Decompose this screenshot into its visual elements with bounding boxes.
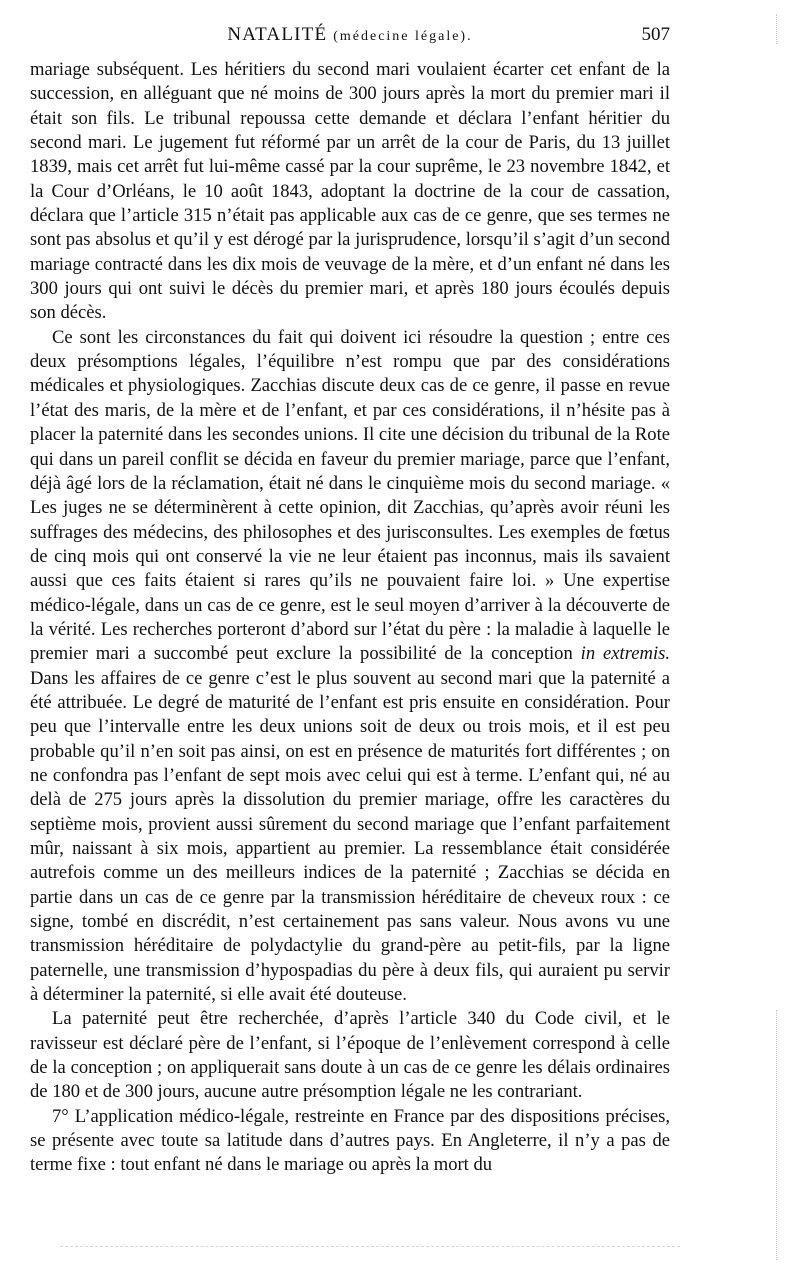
margin-dots-top [776,14,781,44]
paragraph-text: La paternité peut être recherchée, d’après l’article 340 du Code civil, et le ravisseur est déclaré père de l’enfant, si l’époque de l’enlèvement correspond à celle de la conception ; on appliquerait sans doute à un cas de ce genre les délais ordinaires de 180 et de 300 jours, aucune autre présomption légale ne les contrariant. [30,1008,670,1103]
paragraph [30,58,670,326]
paragraph [30,326,670,1008]
running-head [30,24,670,54]
paragraph [30,1007,670,1104]
chapter-title: NATALITÉ [227,24,328,45]
paragraph-text: Ce sont les circonstances du fait qui doivent ici résoudre la question ; entre ces deux présomptions légales, l’équilibre n’est rompu que par des considérations médicales et physiologiques. Zacchias discute deux cas de ce genre, il passe en revue l’état des maris, de la mère et de l’enfant, et par ces considérations, il n’hésite pas à placer la paternité dans les secondes unions. Il cite une décision du tribunal de la Rote qui dans un pareil conflit se décida en faveur du premier mariage, parce que l’enfant, déjà âgé lors de la réclamation, était né dans le cinquième mois du second mariage. « Les juges ne se déterminèrent à cette opinion, dit Zacchias, qu’après avoir réuni les suffrages des médecins, des philosophes et des jurisconsultes. Les exemples de fœtus de cinq mois qui ont conservé la vie ne leur étaient pas inconnus, mais ils savaient aussi que ces faits étaient si rares qu’ils ne pouvaient faire loi. » Une expertise médico-légale, dans un cas de ce genre, est le seul moyen d’arriver à la découverte de la vérité. Les recherches porteront d’abord sur l’état du père : la maladie à laquelle le premier mari a succombé peut exclure la possibilité de la conception [30,326,670,665]
italic-text: in extremis. [580,643,670,665]
paragraph-text: Dans les affaires de ce genre c’est le plus souvent au second mari que la paternité a été attribuée. Le degré de maturité de l’enfant est pris ensuite en considération. Pour peu que l’intervalle entre les deux unions soit de deux ou trois mois, et il est peu probable qu’il n’en soit pas ainsi, on est en présence de maturités fort différentes ; on ne confondra pas l’enfant de sept mois avec celui qui est à terme. L’enfant qui, né au delà de 275 jours après la dissolution du premier mariage, offre les caractères du septième mois, provient aussi sûrement du second mariage que l’enfant parfaitement mûr, naissant à six mois, appartient au premier. La ressemblance était considérée autrefois comme un des meilleurs indices de la paternité ; Zacchias se décida en partie dans un cas de ce genre par la transmission héréditaire de cheveux roux : ce signe, tombé en discrédit, n’est certainement pas sans valeur. Nous avons vu une transmission héréditaire de polydactylie du grand-père au petit-fils, par la ligne paternelle, une transmission d’hypospadias du père à deux fils, qui auraient pu servir à déterminer la paternité, si elle avait été douteuse. [30,667,670,1006]
footer-rule [60,1246,680,1247]
book-page [30,24,670,1178]
margin-dots-bottom [776,1010,781,1260]
running-head-title [30,24,670,46]
page-number: 507 [641,24,670,45]
body-text [30,58,670,1178]
paragraph [30,1105,670,1178]
chapter-subtitle: (médecine légale). [333,29,473,44]
paragraph-text: 7° L’application médico-légale, restreinte en France par des dispositions précises, se présente avec toute sa latitude dans d’autres pays. En Angleterre, il n’y a pas de terme fixe : tout enfant né dans le mariage ou après la mort du [30,1105,670,1176]
paragraph-text: mariage subséquent. Les héritiers du second mari voulaient écarter cet enfant de la succession, en alléguant que né moins de 300 jours après la mort du premier mari il était son fils. Le tribunal repoussa cette demande et déclara l’enfant héritier du second mari. Le jugement fut réformé par un arrêt de la cour de Paris, du 13 juillet 1839, mais cet arrêt fut lui-même cassé par la cour suprême, le 23 novembre 1842, et la Cour d’Orléans, le 10 août 1843, adoptant la doctrine de la cour de cassation, déclara que l’article 315 n’était pas applicable aux cas de ce genre, que ses termes ne sont pas absolus et qu’il y est dérogé par la jurisprudence, lorsqu’il s’agit d’un second mariage contracté dans les dix mois de veuvage de la mère, et d’un enfant né dans les 300 jours qui ont suivi le décès du premier mari, et après 180 jours écoulés depuis son décès. [30,59,670,324]
